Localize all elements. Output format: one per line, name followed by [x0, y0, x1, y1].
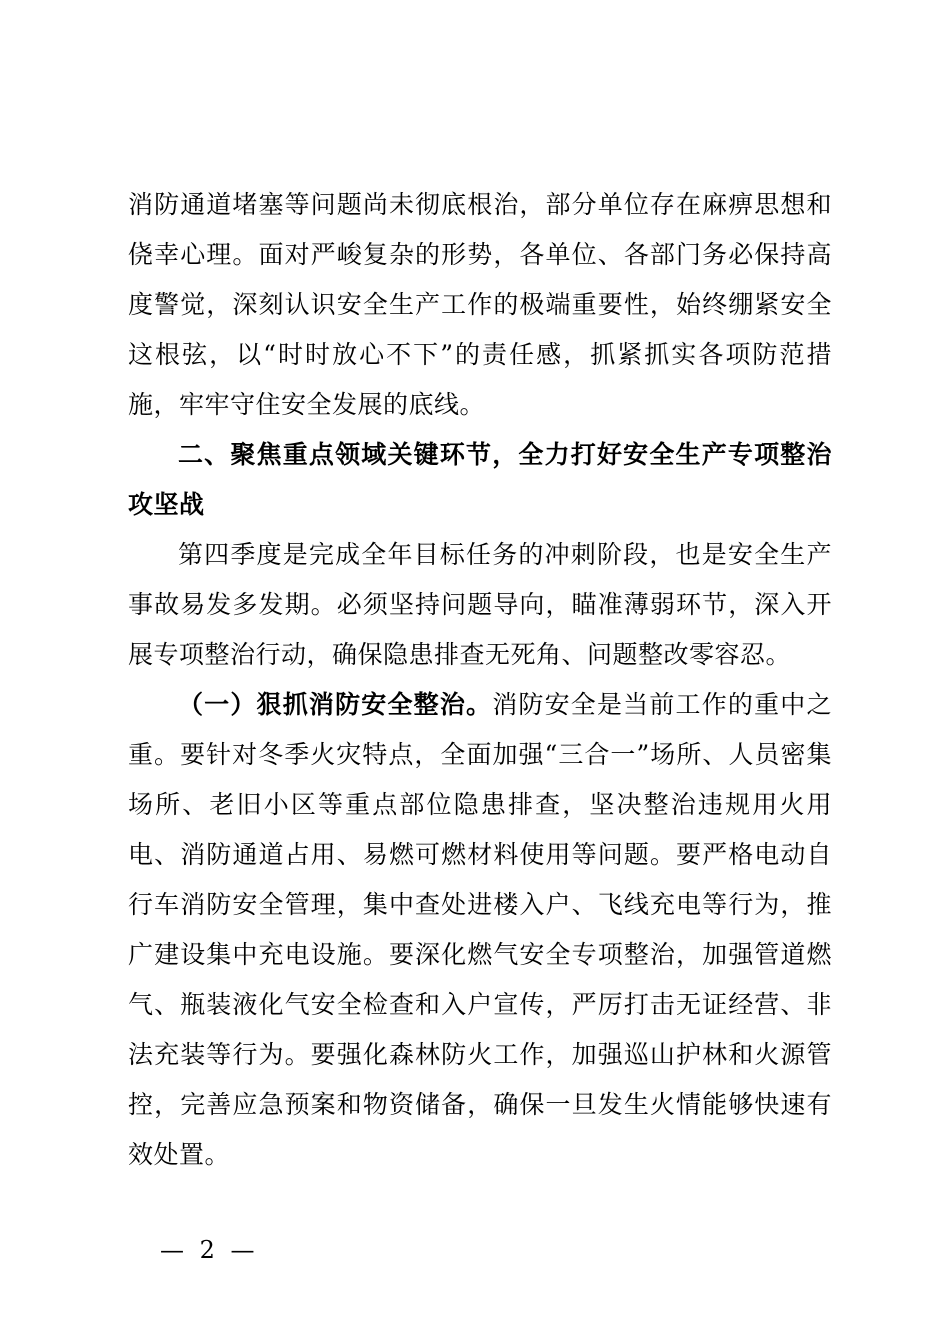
page-number: — 2 —: [160, 1236, 259, 1264]
paragraph-body-text: 消防安全是当前工作的重中之重。要针对冬季火灾特点，全面加强“三合一”场所、人员密集场所、老旧小区等重点部位隐患排查，坚决整治违规用火用电、消防通道占用、易燃可燃材料使用等问题。要严格电动自行车消防安全管理，集中查处进楼入户、飞线充电等行为，推广建设集中充电设施。要深化燃气安全专项整治，加强管道燃气、瓶装液化气安全检查和入户宣传，严厉打击无证经营、非法充装等行为。要强化森林防火工作，加强巡山护林和火源管控，完善应急预案和物资储备，确保一旦发生火情能够快速有效处置。: [128, 690, 832, 1169]
document-body: [128, 180, 832, 1180]
section-heading-2: 二、聚焦重点领域关键环节，全力打好安全生产专项整治攻坚战: [128, 440, 832, 519]
paragraph-fourth-quarter: 第四季度是完成全年目标任务的冲刺阶段，也是安全生产事故易发多发期。必须坚持问题导向，瞄准薄弱环节，深入开展专项整治行动，确保隐患排查无死角、问题整改零容忍。: [128, 540, 832, 669]
paragraph-fire-safety: [128, 680, 832, 1180]
paragraph-continuation: 消防通道堵塞等问题尚未彻底根治，部分单位存在麻痹思想和侥幸心理。面对严峻复杂的形势，各单位、各部门务必保持高度警觉，深刻认识安全生产工作的极端重要性，始终绷紧安全这根弦，以“时时放心不下”的责任感，抓紧抓实各项防范措施，牢牢守住安全发展的底线。: [128, 190, 832, 419]
paragraph-lead-heading: （一）狠抓消防安全整治。: [178, 690, 493, 719]
